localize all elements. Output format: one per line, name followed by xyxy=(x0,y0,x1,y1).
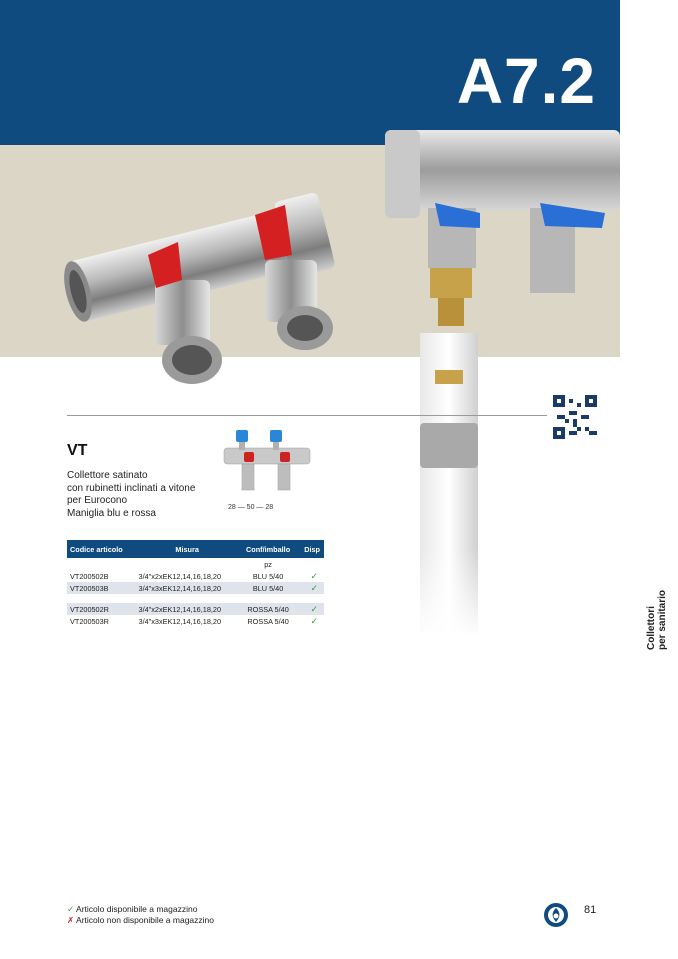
availability-check-icon: ✓ xyxy=(297,603,324,615)
product-title: VT xyxy=(67,442,88,459)
article-code: VT200503R xyxy=(70,616,109,626)
unit-row xyxy=(67,558,324,570)
manifold-red-photo xyxy=(60,160,345,390)
article-pack: BLU 5/40 xyxy=(252,571,284,581)
product-code-table xyxy=(67,540,324,627)
table-row xyxy=(67,615,324,627)
manifold-blue-photo xyxy=(380,128,620,638)
description-line: Maniglia blu e rossa xyxy=(67,507,156,519)
article-size: 3/4"x3xEK12,14,16,18,20 xyxy=(138,616,222,626)
article-pack: ROSSA 5/40 xyxy=(239,603,298,615)
brand-logo-icon xyxy=(543,902,569,928)
article-size: 3/4"x2xEK12,14,16,18,20 xyxy=(136,603,239,615)
table-row xyxy=(67,582,324,594)
article-size: 3/4"x2xEK12,14,16,18,20 xyxy=(138,571,222,581)
column-header-size: Misura xyxy=(136,540,239,558)
side-label-line2: per sanitario xyxy=(657,589,668,650)
product-description xyxy=(67,470,195,520)
availability-check-icon: ✓ xyxy=(310,570,318,581)
description-line: per Eurocono xyxy=(67,495,128,506)
availability-check-icon: ✓ xyxy=(310,615,318,626)
legend-available-text: Articolo disponibile a magazzino xyxy=(76,904,198,914)
side-category-label xyxy=(646,590,668,650)
availability-legend xyxy=(67,904,214,926)
article-pack: ROSSA 5/40 xyxy=(247,616,289,626)
column-header-pack: Conf/imballo xyxy=(239,540,298,558)
table-row xyxy=(67,570,324,582)
side-label-line1: Collettori xyxy=(646,606,657,650)
dimensions-label: 28 — 50 — 28 xyxy=(228,504,274,511)
legend-unavailable xyxy=(67,915,214,926)
check-icon: ✓ xyxy=(67,904,75,914)
table-row xyxy=(67,603,324,615)
availability-check-icon: ✓ xyxy=(297,582,324,594)
cross-icon: ✗ xyxy=(67,915,75,925)
table-spacer xyxy=(67,594,324,603)
table-header-row xyxy=(67,540,324,558)
section-code: A7.2 xyxy=(456,45,596,117)
article-code: VT200503B xyxy=(67,582,136,594)
description-line: con rubinetti inclinati a vitone xyxy=(67,482,196,494)
section-divider xyxy=(67,415,547,416)
column-header-code: Codice articolo xyxy=(67,540,136,558)
legend-available xyxy=(67,904,214,915)
description-line: Collettore satinato xyxy=(67,470,148,481)
article-pack: BLU 5/40 xyxy=(239,582,298,594)
column-header-disp: Disp xyxy=(297,540,324,558)
article-size: 3/4"x3xEK12,14,16,18,20 xyxy=(136,582,239,594)
unit-label: pz xyxy=(264,559,272,569)
page-number: 81 xyxy=(584,904,597,916)
article-code: VT200502R xyxy=(67,603,136,615)
article-code: VT200502B xyxy=(70,571,109,581)
qr-code[interactable] xyxy=(553,395,597,439)
legend-unavailable-text: Articolo non disponibile a magazzino xyxy=(76,915,215,925)
technical-drawing xyxy=(222,428,312,500)
